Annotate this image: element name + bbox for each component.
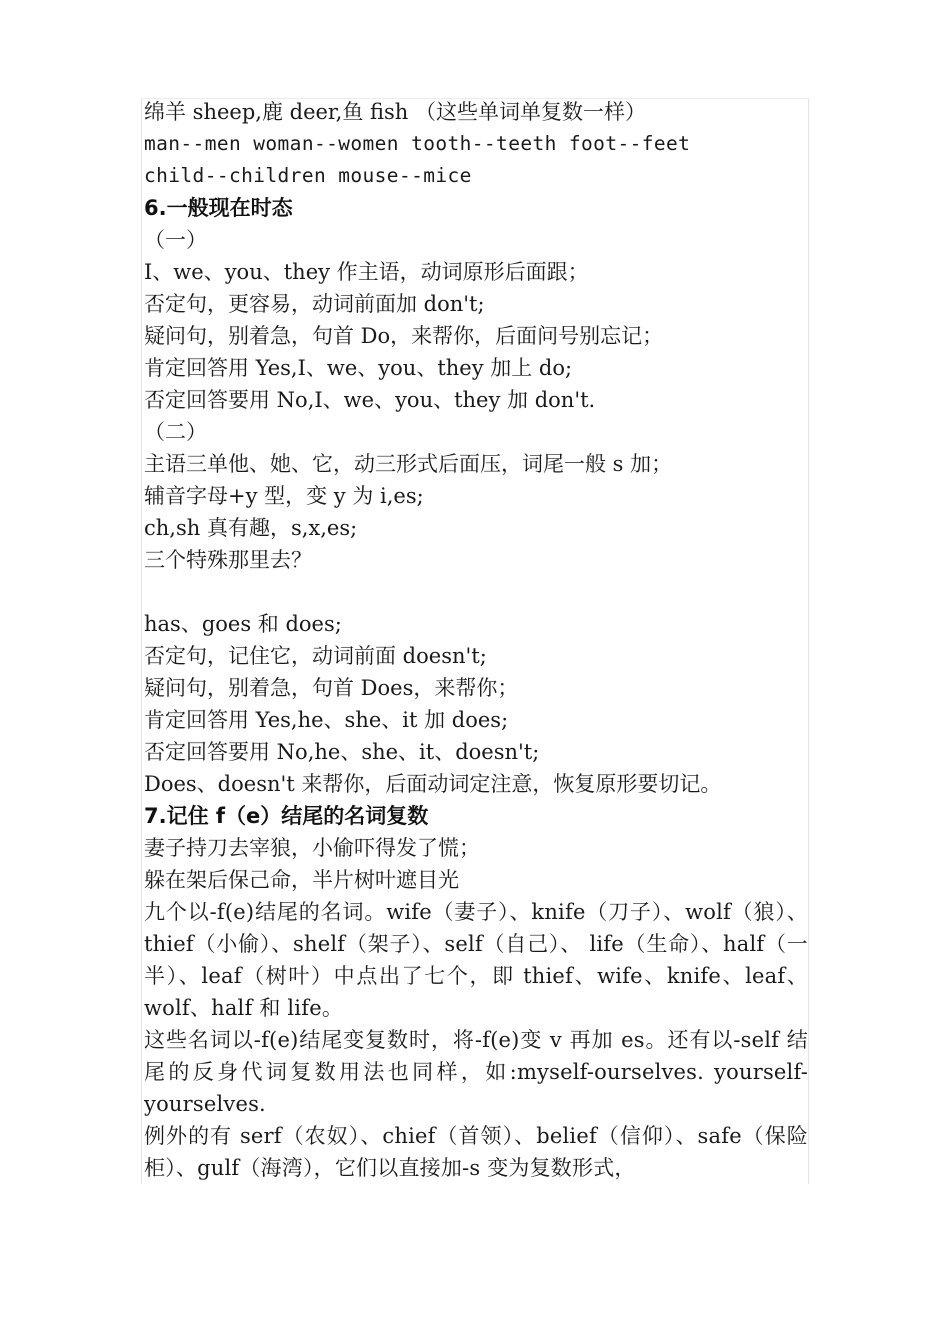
text-line: 绵羊 sheep,鹿 deer,鱼 fish （这些单词单复数一样）: [144, 100, 646, 124]
text-line: 三个特殊那里去？: [144, 548, 312, 572]
text-line: has、goes 和 does;: [144, 612, 342, 636]
text-line: I、we、you、they 作主语，动词原形后面跟；: [144, 260, 589, 284]
paragraph: 例外的有 serf（农奴）、chief（首领）、belief（信仰）、safe（保险柜）、gulf（海湾），它们以直接加-s 变为复数形式，: [144, 1124, 808, 1180]
text-line: 否定回答要用 No,he、she、it、doesn't;: [144, 740, 540, 764]
blank-line: [144, 576, 808, 608]
text-line: 主语三单他、她、它，动三形式后面压，词尾一般 s 加；: [144, 452, 673, 476]
text-line: 妻子持刀去宰狼，小偷吓得发了慌；: [144, 836, 480, 860]
text-line: ch,sh 真有趣，s,x,es;: [144, 516, 358, 540]
text-line: Does、doesn't 来帮你，后面动词定注意，恢复原形要切记。: [144, 772, 722, 796]
text-line: 肯定回答用 Yes,I、we、you、they 加上 do;: [144, 356, 573, 380]
section-heading: 7.记住 f（e）结尾的名词复数: [144, 804, 429, 828]
section-heading: 6.一般现在时态: [144, 196, 293, 220]
text-line: 否定回答要用 No,I、we、you、they 加 don't.: [144, 388, 596, 412]
document-body: [144, 96, 808, 1184]
subsection-label: （二）: [144, 420, 207, 444]
text-line: 疑问句，别着急，句首 Do，来帮你，后面问号别忘记；: [144, 324, 664, 348]
text-line: 否定句，更容易，动词前面加 don't;: [144, 292, 485, 316]
text-line: man--men woman--women tooth--teeth foot--feet: [144, 132, 691, 155]
paragraph: 这些名词以-f(e)结尾变复数时，将-f(e)变 v 再加 es。还有以-self 结尾的反身代词复数用法也同样，如:myself-ourselves. yourself-yourselves.: [144, 1028, 808, 1116]
paragraph: 九个以-f(e)结尾的名词。wife（妻子）、knife（刀子）、wolf（狼）、thief（小偷）、shelf（架子）、self（自己）、 life（生命）、half（一半）、leaf（树叶）中点出了七个，即 thief、wife、knife、leaf、wolf、half 和 life。: [144, 900, 808, 1020]
text-line: 躲在架后保己命，半片树叶遮目光: [144, 868, 459, 892]
text-line: 疑问句，别着急，句首 Does，来帮你；: [144, 676, 519, 700]
subsection-label: （一）: [144, 228, 207, 252]
text-line: child--children mouse--mice: [144, 164, 472, 187]
text-line: 肯定回答用 Yes,he、she、it 加 does;: [144, 708, 509, 732]
text-line: 否定句，记住它，动词前面 doesn't;: [144, 644, 487, 668]
text-line: 辅音字母+y 型，变 y 为 i,es;: [144, 484, 424, 508]
